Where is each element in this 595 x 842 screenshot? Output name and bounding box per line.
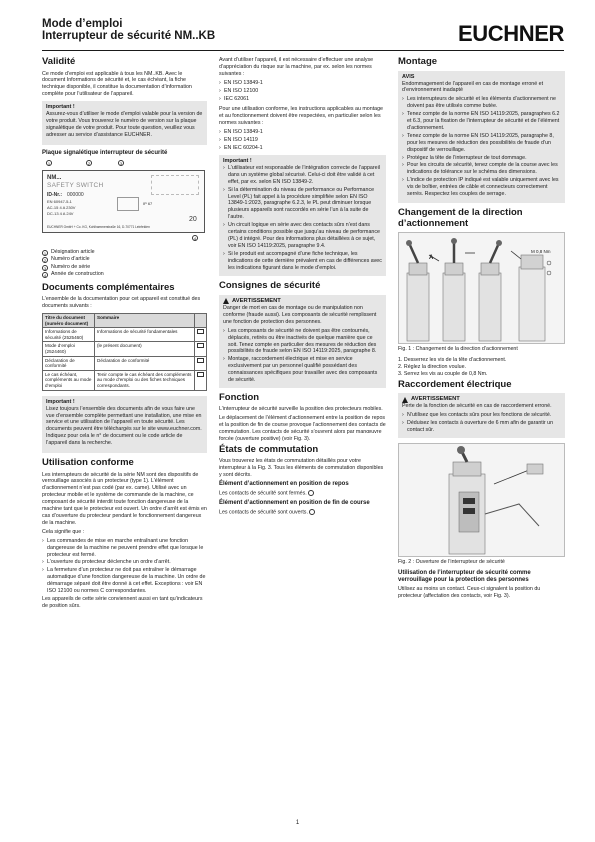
page-header — [42, 18, 564, 54]
important-box-3 — [219, 155, 386, 277]
figure-1 — [398, 232, 565, 344]
fig1-label-a: A — [429, 255, 434, 261]
consignes-heading: Consignes de sécurité — [219, 280, 321, 292]
list-item: › L’ouverture du protecteur déclenche un ordre d’arrêt. — [42, 559, 207, 566]
plate-line1: EN 60947-5-1 — [47, 198, 72, 204]
book-icon — [197, 372, 204, 377]
table-row: Déclaration de conformité Déclaration de conformité — [43, 356, 207, 370]
table-header — [195, 314, 207, 328]
list-item: › Protégez la tête de l’interrupteur de tout dommage. — [402, 155, 561, 162]
list-item: › Montage, raccordement électrique et mise en service exclusivement par un personnel qualifié possédant des connaissances spécifiques pour travailler avec des composants de sécurité. — [223, 356, 382, 384]
warning-text: Danger de mort en cas de montage ou de manipulation non conforme (fraude aussi). Les composants de sécurité remplissent une fonction de protection des personnes. — [223, 304, 377, 325]
important-box-1 — [42, 101, 207, 145]
callout-2: 2 — [87, 160, 91, 166]
list-item: › Les commandes de mise en marche entraînant une fonction dangereuse de la machine ne peuvent prendre effet que lorsque le protecteur est fermé. — [42, 538, 207, 559]
etats-heading: États de commutation — [219, 443, 319, 455]
figure-2 — [398, 443, 565, 557]
analysis-text: Avant d’utiliser l’appareil, il est nécessaire d’effectuer une analyse d’appréciation du risque sur la machine, par ex. selon les normes suivantes : — [219, 57, 374, 77]
norms-list-2 — [219, 129, 386, 152]
docs-heading: Documents complémentaires — [42, 281, 175, 293]
table-header-row — [43, 314, 207, 328]
repos-heading: Élément d’actionnement en position de repos — [219, 481, 349, 488]
plate-id-value: 000000 — [67, 191, 84, 198]
raccordement-heading: Raccordement électrique — [398, 378, 512, 390]
fin-heading: Élément d’actionnement en position de fin de course — [219, 499, 370, 506]
figure-2-caption: Fig. 2 : Ouverture de l’interrupteur de sécurité — [398, 558, 505, 565]
plate-footer: EUCHNER GmbH + Co. KG, Kohlhammerstraße 16, D-70771 Leinfelden — [47, 224, 150, 229]
usage-heading: Utilisation de l’interrupteur de sécurité comme verrouillage pour la protection des personnes — [398, 569, 531, 583]
book-icon — [197, 358, 204, 363]
docs-text: L’ensemble de la documentation pour cet appareil est constitué des documents suivants : — [42, 296, 201, 310]
column-right — [398, 57, 565, 602]
fin-text: Les contacts de sécurité sont ouverts. — [219, 508, 308, 515]
figure-1-caption: Fig. 1 : Changement de la direction d’actionnement — [398, 346, 518, 352]
list-item: › EN ISO 12100 — [219, 88, 386, 95]
warning-box — [398, 393, 565, 438]
list-item: › Les composants de sécurité ne doivent pas être contournés, déplacés, retirés ou être inactivés de quelque manière que ce soit. Tenez compte en particulier des mesures de réduction des possibilités de fraude selon EN ISO 14119:2025, paragraphe 8. — [223, 328, 382, 356]
etats-text: Vous trouverez les états de commutation détaillés pour votre interrupteur à la Fig. 3. Tous les éléments de commutation disponibles y sont décrits. — [219, 458, 384, 479]
avis-text: Endommagement de l’appareil en cas de montage erroné et d’environnement inadapté — [402, 80, 544, 94]
validite-text: Ce mode d’emploi est applicable à tous les NM..KB. Avec le document Informations de sécurité et, le cas échéant, la fiche technique disponible, il constitue la documentation d’information complète pour l’utilisateur de l’appareil. — [42, 70, 192, 98]
list-item: › L’utilisateur est responsable de l’intégration correcte de l’appareil dans un système global sécurisé. Celui-ci doit être validé à cet effet, par ex. selon EN ISO 13849-2. — [223, 165, 382, 186]
column-middle — [219, 57, 386, 518]
direction-heading: Changement de la direction d’actionnement — [398, 207, 523, 229]
callout-1: 1 — [47, 160, 51, 166]
fig1-torque: M 0,8 Nm — [531, 249, 551, 254]
list-item: › N’utilisez que les contacts sûrs pour les fonctions de sécurité. — [402, 412, 561, 419]
legend-item: 3 Numéro de série — [43, 263, 91, 271]
brand-logo: EUCHNER — [458, 21, 564, 46]
plate-heading: Plaque signalétique interrupteur de sécurité — [42, 149, 168, 156]
step-1: 1. Desserrez les vis de la tête d’actionnement. — [398, 357, 507, 363]
warning-icon — [402, 397, 408, 403]
table-row: Informations de sécurité (2525460) Informations de sécurité fondamentales — [43, 328, 207, 342]
callout-4: 4 — [193, 235, 197, 241]
direction-steps — [398, 357, 565, 378]
warning-title: AVERTISSEMENT — [411, 396, 460, 403]
utilisation-note: Les appareils de cette série conviennent aussi en tant qu’indicateurs de position sûrs. — [42, 595, 203, 609]
montage-heading: Montage — [398, 56, 438, 67]
list-item: › IEC 62061 — [219, 96, 386, 103]
list-item: › La fermeture d’un protecteur ne doit pas entraîner le démarrage automatique d’une fonction dangereuse de la machine. Un ordre de démarrage séparé doit être donné à cet effet. Exceptions : voir EN ISO 12100 ou normes C correspondantes. — [42, 567, 207, 595]
avis-box — [398, 71, 565, 204]
step-2: 2. Réglez la direction voulue. — [398, 363, 467, 370]
list-item: › Déduisez les contacts à ouverture de 6 mm afin de garantir un contact sûr. — [402, 420, 561, 434]
plate-marking-area — [151, 175, 199, 195]
norms-list-1 — [219, 80, 386, 103]
warning-text: Perte de la fonction de sécurité en cas de raccordement erroné. — [402, 403, 552, 410]
warning-box — [219, 295, 386, 388]
contact-closed-icon — [308, 490, 314, 496]
page-number: 1 — [295, 820, 300, 826]
list-item: › Pour les circuits de sécurité, tenez compte de la course avec les indications de tolérance sur le schéma des dimensions. — [402, 162, 561, 176]
list-item: › EN ISO 13849-1 — [219, 80, 386, 87]
list-item: › EN IEC 60204-1 — [219, 145, 386, 152]
list-item: › Un circuit logique en série avec des contacts sûrs n’est dans certains conditions possible que jusqu’au niveau de performance (PL) d intégré. Pour des informations plus détaillées à ce sujet, voir EN ISO 14119:2025, paragraphe 9.4. — [223, 222, 382, 250]
plate-legend — [42, 249, 207, 279]
validite-heading: Validité — [42, 56, 76, 67]
plate-line2: AC-15 4 A 230V — [47, 204, 76, 210]
usage-text: Utilisez au moins un contact. Ceux-ci signalent la position du protecteur (affectation des contacts, voir Fig. 3). — [398, 585, 541, 599]
nameplate — [42, 170, 205, 233]
contact-open-icon — [309, 509, 315, 515]
utilisation-heading: Utilisation conforme — [42, 457, 134, 469]
book-icon — [197, 329, 204, 334]
repos-text: Les contacts de sécurité sont fermés. — [219, 490, 307, 497]
list-item: › EN ISO 13849-1 — [219, 129, 386, 136]
plate-model: NM... — [47, 174, 62, 181]
utilisation-list — [42, 538, 207, 595]
list-item: › Si la détermination du niveau de performance ou Performance Level (PL) fait appel à la procédure simplifiée selon EN ISO 13849-1:2023, paragraphe 6.2.3, le PL peut diminuer lorsque plusieurs appareils sont raccordés en série l’un à la suite de l’autre. — [223, 187, 382, 222]
fonction-heading: Fonction — [219, 391, 260, 403]
header-divider — [42, 50, 564, 51]
important-box-2 — [42, 396, 207, 453]
nameplate-figure — [42, 159, 207, 245]
utilisation-intro: Cela signifie que : — [42, 528, 85, 535]
legend-item: 2 Numéro d’article — [43, 256, 90, 263]
avis-title: AVIS — [402, 73, 415, 80]
plate-ip: IP 67 — [143, 200, 153, 206]
list-item: › Tenez compte de la norme EN ISO 14119:2025, paragraphe 8, pour les mesures de réduction des possibilités de fraude d’un dispositif de verrouillage. — [402, 133, 561, 154]
table-header: Titre du document (numéro document) — [43, 314, 95, 328]
warning-title: AVERTISSEMENT — [232, 297, 281, 304]
switch-opening-drawing — [399, 444, 566, 558]
plate-symbol-box — [117, 197, 139, 211]
column-left — [42, 57, 207, 612]
plate-line3: DC-13 4 A 24V — [47, 210, 74, 216]
table-row: Le cas échéant, compléments au mode d’emploi Tenir compte le cas échéant des compléments au mode d’emploi ou des fiches techniques correspondants. — [43, 370, 207, 390]
list-item: › Si le produit est accompagné d’une fiche technique, les indications de cette dernière prévalent en cas de différences avec les indications figurant dans le mode d’emploi. — [223, 251, 382, 272]
docs-table — [42, 313, 207, 391]
table-row: Mode d’emploi (2524460) (le présent document) — [43, 342, 207, 356]
legend-item: 4 Année de construction — [43, 271, 104, 278]
legend-item: 1 Désignation article — [43, 248, 95, 256]
important-title: Important ! — [46, 398, 75, 405]
conforme-text: Pour une utilisation conforme, les instructions applicables au montage et au fonctionnement doivent être respectées, en particulier selon les normes suivantes : — [219, 106, 384, 127]
callout-3: 3 — [119, 160, 123, 166]
utilisation-text: Les interrupteurs de sécurité de la série NM sont des dispositifs de verrouillage associés à un protecteur (type 1). L’élément d’actionnement n’est pas codé (par ex. came). Utilisé avec un protecteur mobile et le système de commande de la machine, ce composant de sécurité interdit toute fonction dangereuse de la machine tant que le protecteur est ouvert. Un ordre d’arrêt est émis en cas d’ouverture du protecteur pendant le fonctionnement dangereux de la machine. — [42, 471, 207, 526]
list-item: › EN ISO 14119 — [219, 137, 386, 144]
book-icon — [197, 343, 204, 348]
important-text: Lisez toujours l’ensemble des documents afin de vous faire une vue d’ensemble complète permettant une installation, une mise en service et une utilisation de l’appareil en toute sécurité. Les documents peuvent être téléchargés sur le site www.euchner.com. Indiquez pour cela le n° de document ou le code article de l’appareil dans la recherche. — [46, 405, 202, 447]
list-item: › Les interrupteurs de sécurité et les éléments d’actionnement ne doivent pas être utilisés comme butée. — [402, 96, 561, 110]
plate-version: 20 — [189, 215, 197, 223]
fonction-text-2: Le déplacement de l’élément d’actionnement entre la position de repos et la position de fin de course provoque l’actionnement des contacts de commutation. Les contacts de sécurité s’ouvrent alors par manœuvre forcée (ouverture positive) (voir Fig. 3). — [219, 415, 386, 443]
important-text: Assurez-vous d’utiliser le mode d’emploi valable pour la version de votre produit. Vous trouverez le numéro de version sur la plaque signalétique de votre produit. Pour toute question, veuillez vous adresser au service d’assistance EUCHNER. — [46, 111, 203, 138]
step-3: 3. Serrez les vis au couple de 0,8 Nm. — [398, 370, 488, 377]
plate-id-label: ID-Nr.: — [47, 191, 62, 198]
list-item: › L’indice de protection IP indiqué est valable uniquement avec les vis de boîtier, entrées de câble et connecteurs correctement serrés. Respectez les couples de serrage. — [402, 177, 561, 198]
table-header: Sommaire — [95, 314, 195, 328]
important-title: Important ! — [46, 104, 75, 111]
list-item: › Tenez compte de la norme EN ISO 14119:2025, paragraphes 6.2 et 6.3, pour la fixation de l’interrupteur de sécurité et de l’élément d’actionnement. — [402, 111, 561, 132]
doc-title-line1: Mode d’emploi — [42, 18, 123, 30]
important-title: Important ! — [223, 157, 252, 164]
warning-icon — [223, 298, 229, 304]
plate-line-a: SAFETY SWITCH — [47, 181, 104, 189]
doc-title-line2: Interrupteur de sécurité NM..KB — [42, 30, 216, 42]
fonction-text-1: L’interrupteur de sécurité surveille la position des protecteurs mobiles. — [219, 406, 383, 413]
